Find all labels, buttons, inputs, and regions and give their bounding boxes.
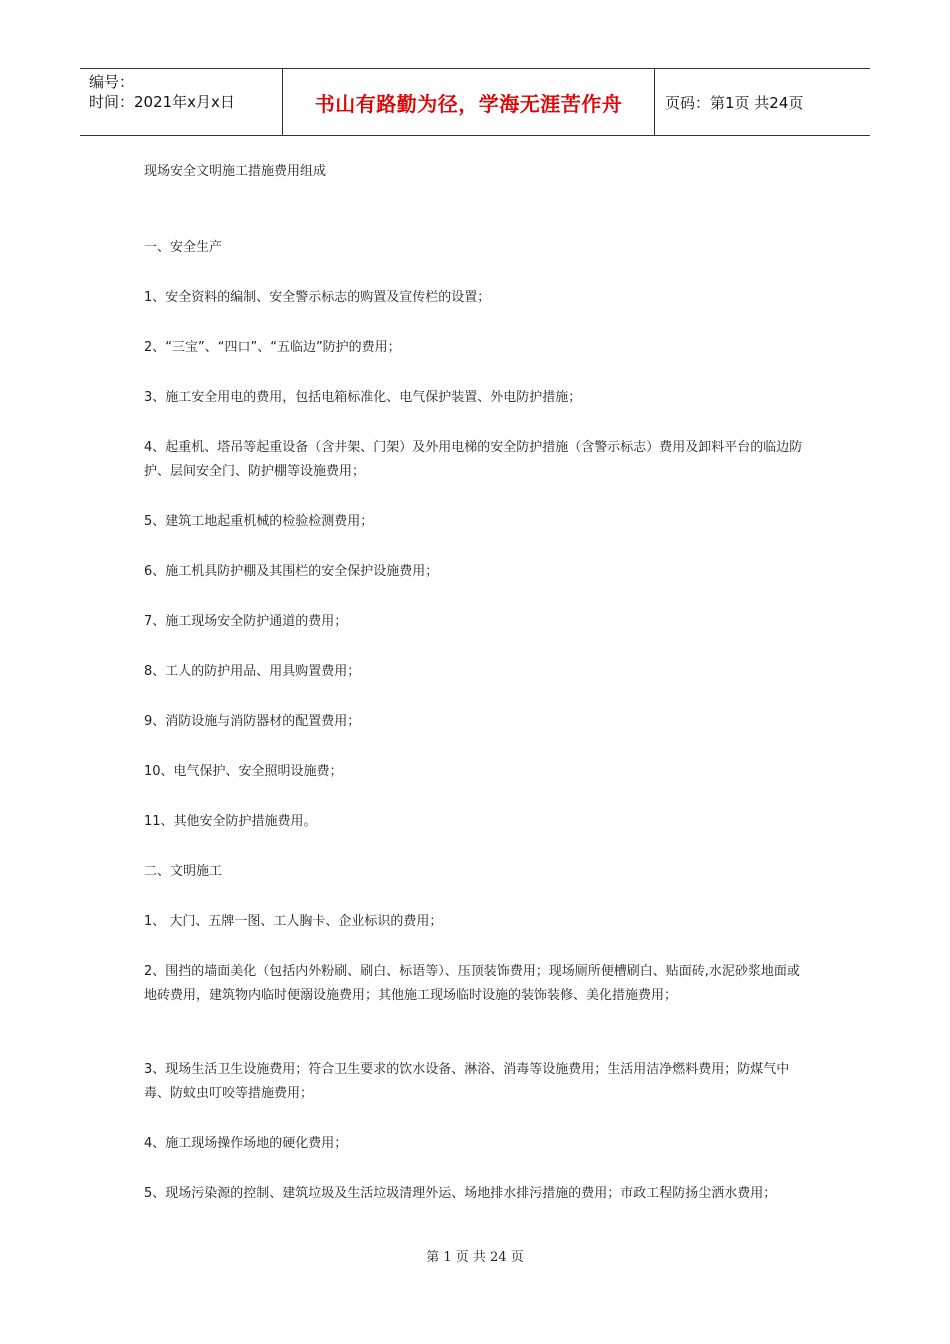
list-item: 10、电气保护、安全照明设施费； <box>144 764 343 779</box>
header-motto: 书山有路勤为径，学海无涯苦作舟 <box>314 91 623 116</box>
list-item: 4、起重机、塔吊等起重设备（含井架、门架）及外用电梯的安全防护措施（含警示标志）费用及卸料平台的临边防护、层间安全门、防护棚等设施费用； <box>144 440 803 479</box>
page-header <box>80 68 870 136</box>
list-item: 7、施工现场安全防护通道的费用； <box>144 614 348 629</box>
list-item: 2、围挡的墙面美化（包括内外粉刷、刷白、标语等）、压顶装饰费用；现场厕所便槽刷白、贴面砖,水泥砂浆地面或地砖费用，建筑物内临时便溺设施费用；其他施工现场临时设施的装饰装修、美化措施费用； <box>144 964 800 1003</box>
list-item: 8、工人的防护用品、用具购置费用； <box>144 664 361 679</box>
header-page-cell <box>655 69 870 135</box>
list-item: 1、安全资料的编制、安全警示标志的购置及宣传栏的设置； <box>144 290 491 305</box>
document-body <box>144 160 810 1232</box>
document-number-label: 编号： <box>89 73 135 91</box>
list-item: 11、其他安全防护措施费用。 <box>144 814 317 829</box>
section-title-safety: 一、安全生产 <box>144 240 223 255</box>
list-item: 4、施工现场操作场地的硬化费用； <box>144 1136 348 1151</box>
list-item: 5、现场污染源的控制、建筑垃圾及生活垃圾清理外运、场地排水排污措施的费用；市政工程防扬尘洒水费用； <box>144 1186 777 1201</box>
list-item: 5、建筑工地起重机械的检验检测费用； <box>144 514 374 529</box>
section-title-civilized: 二、文明施工 <box>144 864 223 879</box>
list-item: 6、施工机具防护棚及其围栏的安全保护设施费用； <box>144 564 439 579</box>
header-page-info: 页码：第1页 共24页 <box>665 93 804 112</box>
header-meta-cell <box>80 69 282 135</box>
document-title: 现场安全文明施工措施费用组成 <box>144 164 327 179</box>
list-item: 3、施工安全用电的费用，包括电箱标准化、电气保护装置、外电防护措施； <box>144 390 582 405</box>
list-item: 1、 大门、五牌一图、工人胸卡、企业标识的费用； <box>144 914 443 929</box>
list-item: 2、“三宝”、“四口”、“五临边”防护的费用； <box>144 340 401 355</box>
header-motto-cell <box>282 69 655 135</box>
page-footer: 第 1 页 共 24 页 <box>426 1250 524 1265</box>
document-date: 时间：2021年x月x日 <box>89 93 235 111</box>
list-item: 3、现场生活卫生设施费用；符合卫生要求的饮水设备、淋浴、消毒等设施费用；生活用洁净燃料费用；防煤气中毒、防蚊虫叮咬等措施费用； <box>144 1062 790 1101</box>
list-item: 9、消防设施与消防器材的配置费用； <box>144 714 361 729</box>
